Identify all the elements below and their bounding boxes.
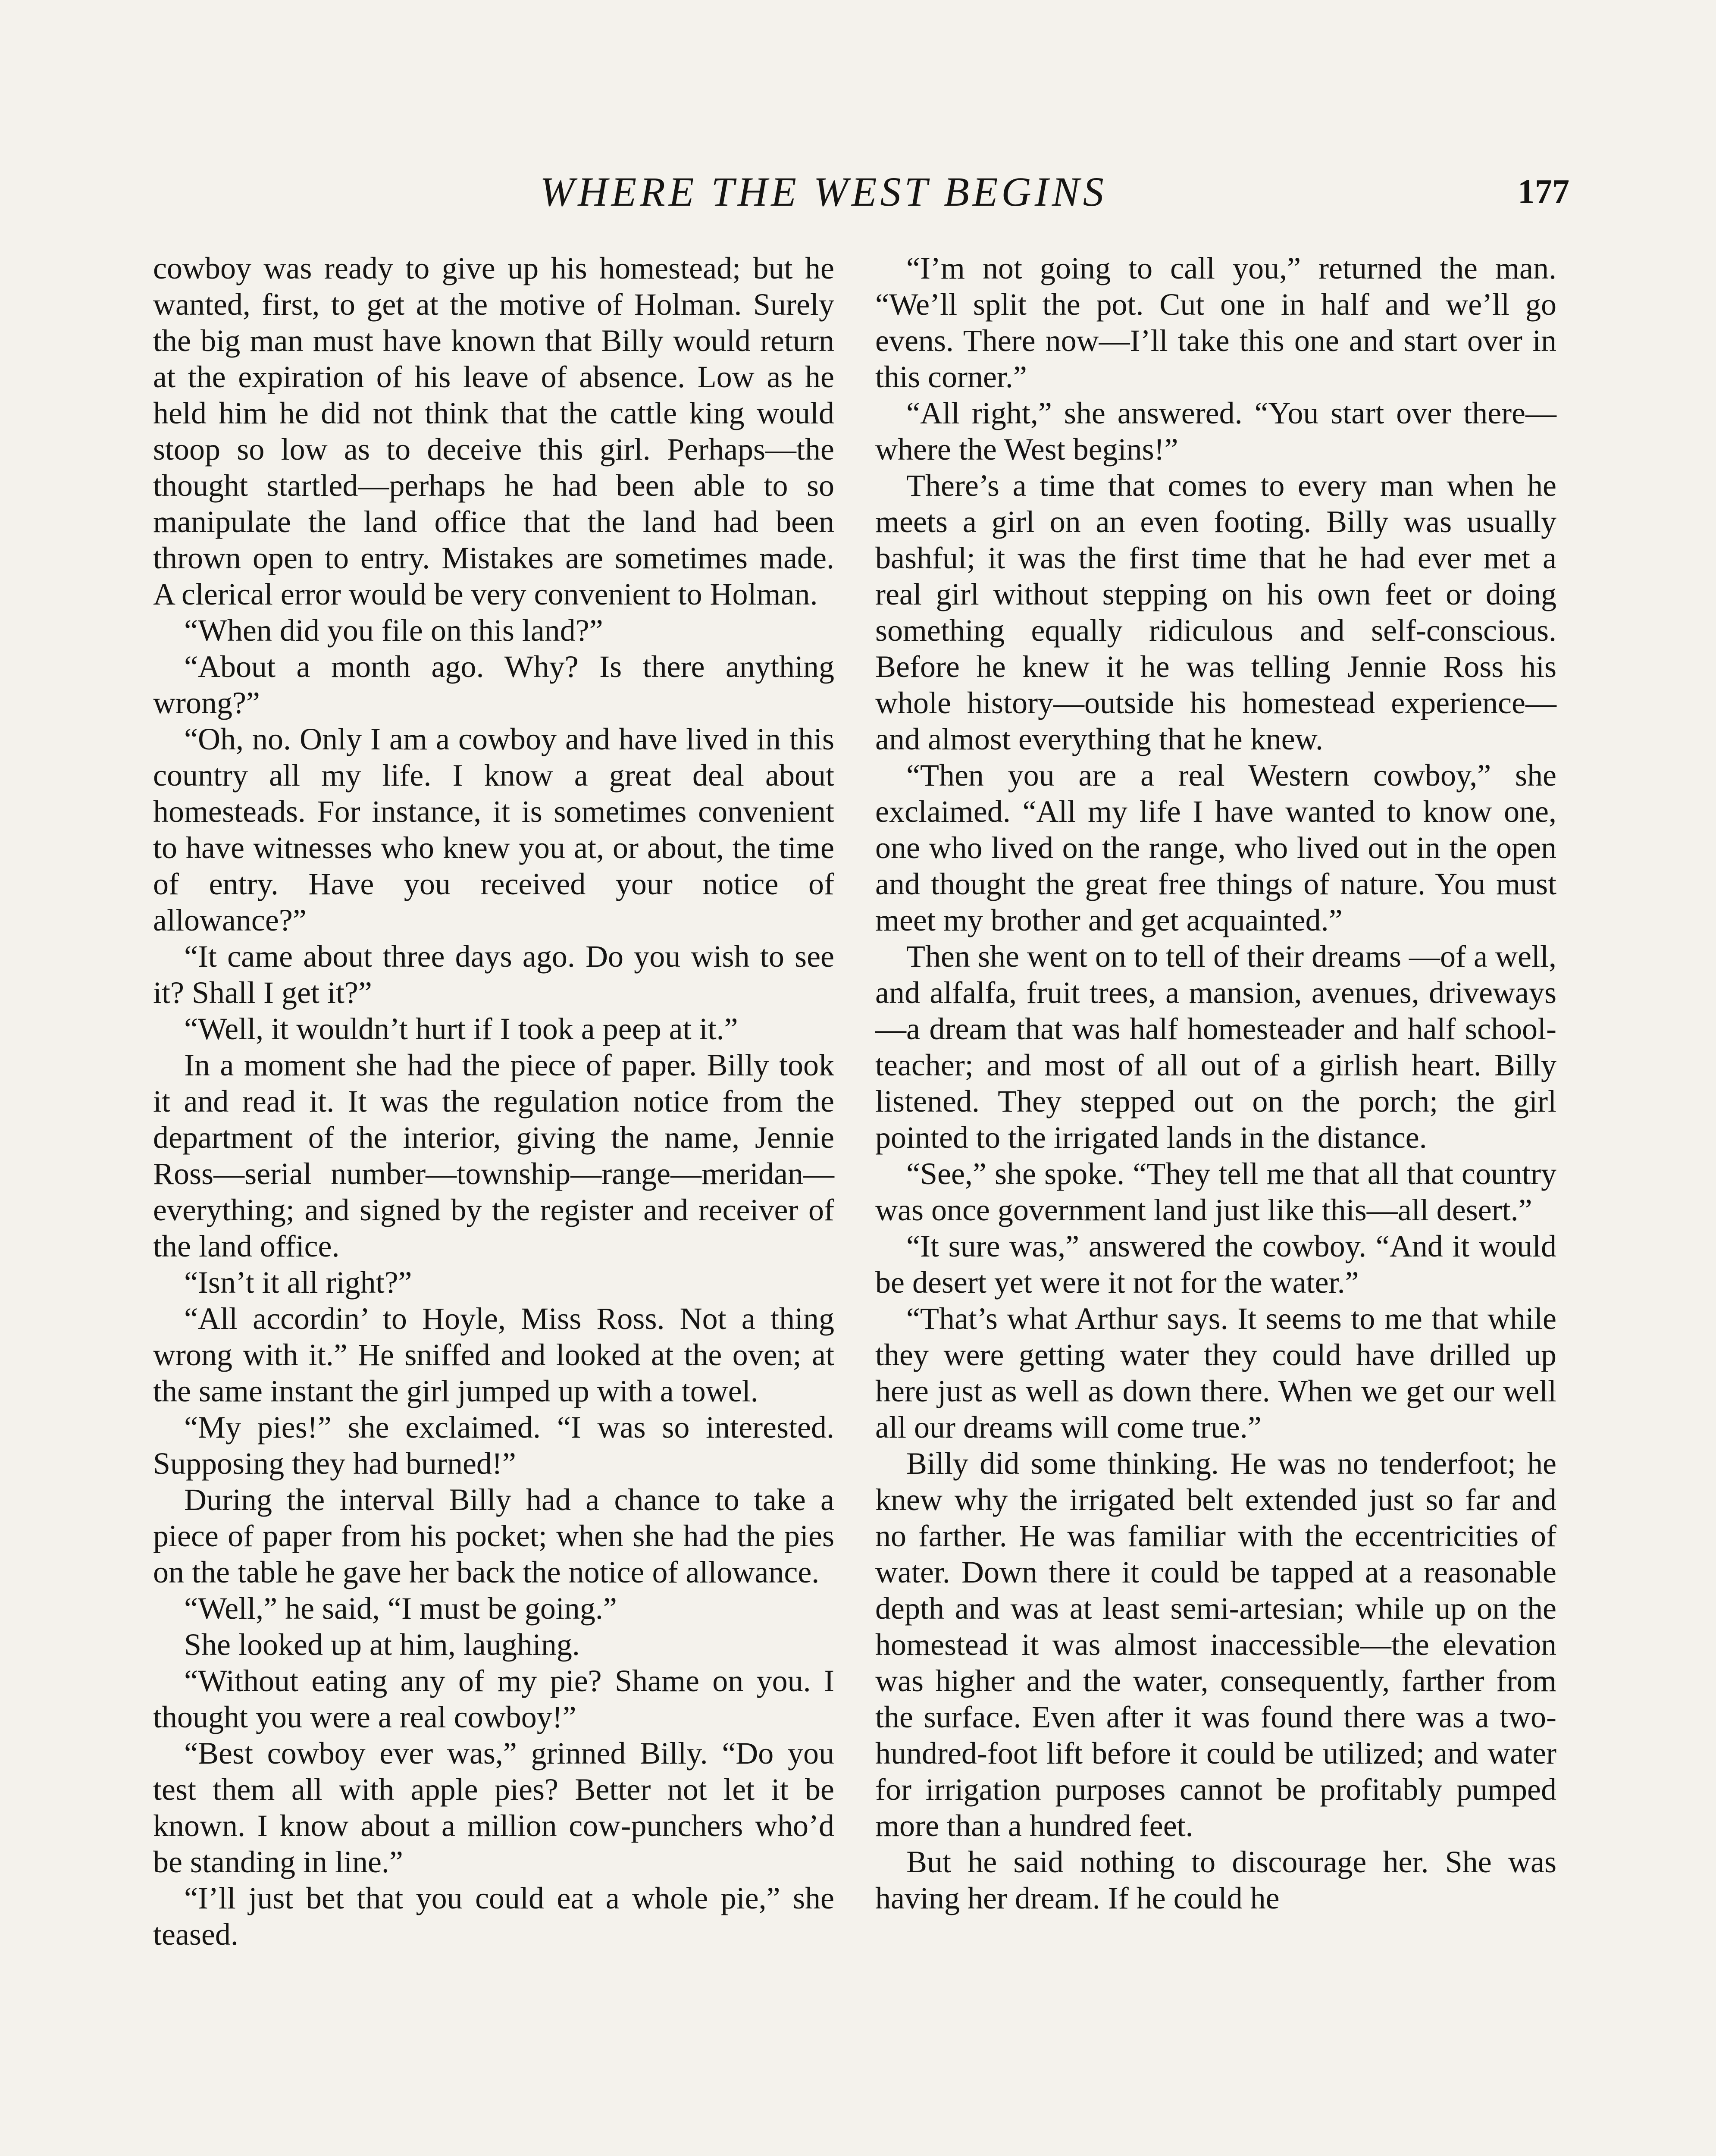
paragraph: “That’s what Arthur says. It seems to me that while they were getting water they could have drilled up here just as well as down there. When we get our well all our dreams will come true.”	[875, 1301, 1556, 1445]
left-column	[153, 250, 834, 1952]
paragraph: But he said nothing to discourage her. She was having her dream. If he could he	[875, 1845, 1556, 1915]
paragraph: “See,” she spoke. “They tell me that all that country was once government land just like this—all desert.”	[875, 1156, 1556, 1227]
paragraph: In a moment she had the piece of paper. Billy took it and read it. It was the regulation notice from the department of the interior, giving the name, Jennie Ross—serial number—township—range—meridan—everything; and signed by the register and receiver of the land office.	[153, 1048, 834, 1263]
paragraph: “Well, it wouldn’t hurt if I took a peep at it.”	[184, 1012, 738, 1046]
paragraph: She looked up at him, laughing.	[184, 1627, 580, 1662]
paragraph: “It sure was,” answered the cowboy. “And it would be desert yet were it not for the water.”	[875, 1229, 1556, 1300]
paragraph: “Then you are a real Western cowboy,” she exclaimed. “All my life I have wanted to know one, one who lived on the range, who lived out in the open and thought the great free things of nature. You must meet my brother and get acquainted.”	[875, 758, 1556, 937]
paragraph: “Oh, no. Only I am a cowboy and have lived in this country all my life. I know a great deal about homesteads. For instance, it is sometimes convenient to have witnesses who knew you at, or about, the time of entry. Have you received your notice of allowance?”	[153, 722, 834, 937]
right-column	[875, 250, 1556, 1916]
paragraph: “All accordin’ to Hoyle, Miss Ross. Not a thing wrong with it.” He sniffed and looked at the oven; at the same instant the girl jumped up with a towel.	[153, 1301, 834, 1408]
paragraph: “Without eating any of my pie? Shame on you. I thought you were a real cowboy!”	[153, 1664, 834, 1734]
paragraph: “About a month ago. Why? Is there anything wrong?”	[153, 649, 834, 720]
paragraph: “Well,” he said, “I must be going.”	[184, 1591, 617, 1626]
running-header	[155, 162, 1569, 235]
paragraph: “I’m not going to call you,” returned the man. “We’ll split the pot. Cut one in half and we’ll go evens. There now—I’ll take this one and start over in this corner.”	[875, 251, 1556, 394]
paragraph: cowboy was ready to give up his homestead; but he wanted, first, to get at the motive of Holman. Surely the big man must have known that Billy would return at the expiration of his leave of absence. Low as he held him he did not think that the cattle king would stoop so low as to deceive this girl. Perhaps—the thought startled—perhaps he had been able to so manipulate the land office that the land had been thrown open to entry. Mistakes are sometimes made. A clerical error would be very convenient to Holman.	[153, 251, 834, 611]
paragraph: “Isn’t it all right?”	[184, 1265, 412, 1300]
paragraph: Billy did some thinking. He was no tenderfoot; he knew why the irrigated belt extended just so far and no farther. He was familiar with the eccentricities of water. Down there it could be tapped at a reasonable depth and was at least semi-artesian; while up on the homestead it was almost inaccessible—the elevation was higher and the water, consequently, farther from the surface. Even after it was found there was a two-hundred-foot lift before it could be utilized; and water for irrigation purposes cannot be profitably pumped more than a hundred feet.	[875, 1446, 1556, 1843]
page-number: 177	[1518, 173, 1569, 211]
paragraph: During the interval Billy had a chance to take a piece of paper from his pocket; when she had the pies on the table he gave her back the notice of allowance.	[153, 1482, 834, 1589]
paragraph: There’s a time that comes to every man when he meets a girl on an even footing. Billy was usually bashful; it was the first time that he had ever met a real girl without stepping on his own feet or doing something equally ridiculous and self-conscious. Before he knew it he was telling Jennie Ross his whole history—outside his homestead experience—and almost everything that he knew.	[875, 468, 1556, 756]
paragraph: “My pies!” she exclaimed. “I was so interested. Supposing they had burned!”	[153, 1410, 834, 1481]
paragraph: “When did you file on this land?”	[184, 613, 603, 648]
paragraph: Then she went on to tell of their dreams —of a well, and alfalfa, fruit trees, a mansion, avenues, driveways—a dream that was half homesteader and half school-teacher; and most of all out of a girlish heart. Billy listened. They stepped out on the porch; the girl pointed to the irrigated lands in the distance.	[875, 939, 1556, 1155]
paragraph: “I’ll just bet that you could eat a whole pie,” she teased.	[153, 1881, 834, 1952]
running-title: WHERE THE WEST BEGINS	[540, 169, 1107, 215]
paragraph: “It came about three days ago. Do you wish to see it? Shall I get it?”	[153, 939, 834, 1010]
paragraph: “Best cowboy ever was,” grinned Billy. “Do you test them all with apple pies? Better not let it be known. I know about a million cow-punchers who’d be standing in line.”	[153, 1736, 834, 1879]
paragraph: “All right,” she answered. “You start over there—where the West begins!”	[875, 396, 1556, 467]
